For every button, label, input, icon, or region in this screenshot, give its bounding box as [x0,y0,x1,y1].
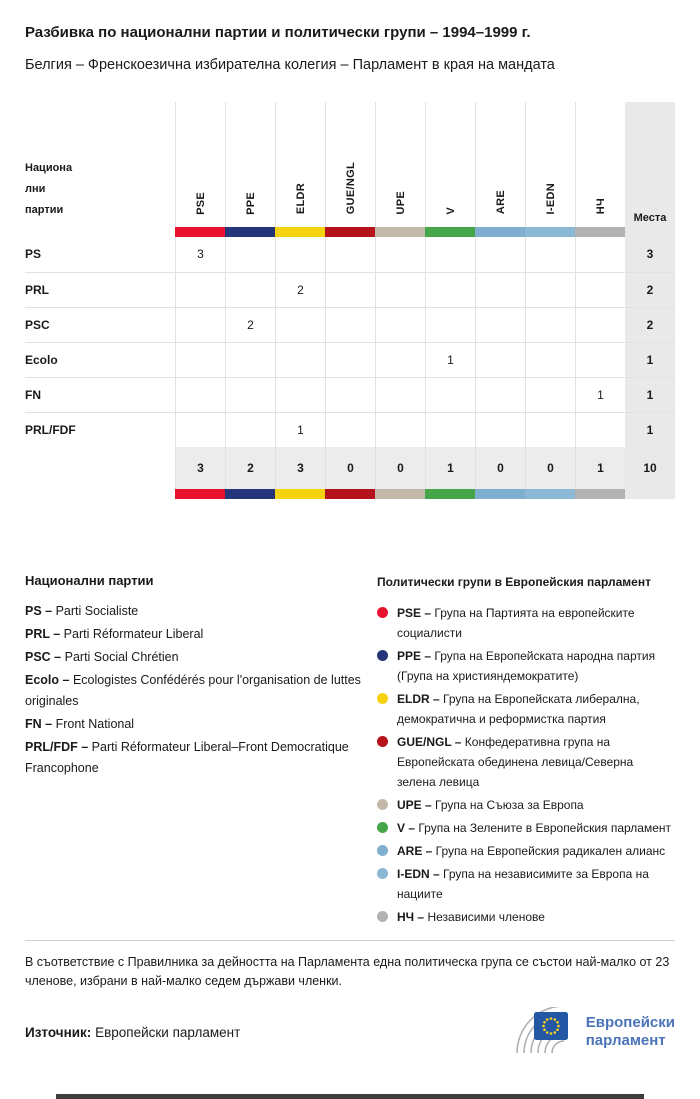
row-header-line: партии [25,203,64,216]
column-header-label: I-EDN [544,183,557,215]
total-cell: 0 [475,447,525,489]
seats-cell: 1 [625,343,675,377]
totals-spacer [25,447,175,489]
value-cell [425,237,475,272]
group-color-dot [377,822,388,833]
group-color-band-ELDR [275,489,325,499]
group-color-band-PPE [225,227,275,237]
page-subtitle: Белгия – Френскоезична избирателна колегия – Парламент в края на мандата [25,57,555,73]
value-cell [525,308,575,342]
party-name: FN [25,387,41,402]
party-abbr: PS – [25,603,53,618]
totals-row [25,447,675,489]
value-cell [225,378,275,412]
logo-text-line1: Европейски [585,1014,675,1032]
column-header-label: ELDR [294,183,307,215]
column-header-PSE [175,102,225,227]
value-cell: 3 [175,237,225,272]
group-color-band-НЧ [575,489,625,499]
group-legend-item [377,689,675,729]
value-cell [325,413,375,447]
group-color-dot [377,868,388,879]
party-name: Ecolo [25,352,58,367]
value-cell [475,273,525,307]
value-cell [375,413,425,447]
table-header-row [25,102,675,227]
value-cell [375,273,425,307]
group-abbr: ELDR – [397,691,440,706]
group-color-dot [377,911,388,922]
column-header-I-EDN [525,102,575,227]
group-color-band-PSE [175,489,225,499]
value-cell: 2 [275,273,325,307]
value-cell [475,413,525,447]
group-abbr: PPE – [397,648,432,663]
legend-political-groups-heading: Политически групи в Европейския парламент [377,574,651,589]
group-abbr: НЧ – [397,909,425,924]
value-cell: 1 [425,343,475,377]
footer [25,1007,675,1057]
column-header-V [425,102,475,227]
band-seats-cell [625,489,675,499]
party-group-table [25,102,675,499]
party-legend-item: FN – Front National [25,716,135,731]
value-cell [225,273,275,307]
row-header-label [25,102,175,227]
column-header-GUE/NGL [325,102,375,227]
band-spacer [25,227,175,237]
total-cell: 2 [225,447,275,489]
column-header-label: PSE [194,191,207,215]
table-row-FN [25,377,675,412]
value-cell [325,237,375,272]
page-title: Разбивка по национални партии и политически групи – 1994–1999 г. [25,24,531,41]
group-legend-item [377,907,675,927]
logo-wordmark [586,1014,675,1050]
value-cell [475,308,525,342]
value-cell [425,413,475,447]
group-legend-text: GUE/NGL – Конфедеративна група на Европейската обединена левица/Северна зелена левица [397,734,634,789]
value-cell [475,237,525,272]
party-abbr: Ecolo – [25,672,70,687]
column-header-label: V [444,206,457,215]
total-cell: 0 [375,447,425,489]
value-cell [275,343,325,377]
total-cell: 3 [175,447,225,489]
group-color-dot [377,693,388,704]
legend-national-parties [25,573,377,930]
group-legend-text: V – Група на Зелените в Европейския парламент [397,820,672,835]
party-legend-item: PRL/FDF – Parti Réformateur Liberal–Front Democratique Francophone [25,739,349,775]
group-abbr: UPE – [397,797,432,812]
value-cell [575,308,625,342]
group-color-band-UPE [375,227,425,237]
value-cell [425,273,475,307]
group-color-band-UPE [375,489,425,499]
value-cell [175,273,225,307]
value-cell [575,237,625,272]
table-row-PRL/FDF [25,412,675,447]
row-header-line: Национа [25,161,73,174]
value-cell [275,378,325,412]
group-color-band-PPE [225,489,275,499]
value-cell [525,343,575,377]
group-color-band-V [425,489,475,499]
group-legend-text: ARE – Група на Европейския радикален алианс [397,843,666,858]
value-cell [525,273,575,307]
column-header-label: GUE/NGL [344,162,357,215]
value-cell: 2 [225,308,275,342]
group-color-band-ARE [475,227,525,237]
group-legend-item [377,646,675,686]
value-cell [175,308,225,342]
legend-political-groups [377,573,675,930]
group-color-band-I-EDN [525,489,575,499]
color-band-row [25,489,675,499]
column-header-UPE [375,102,425,227]
group-color-band-НЧ [575,227,625,237]
ep-hemicycle-icon [502,1007,576,1057]
group-color-band-ELDR [275,227,325,237]
group-color-dot [377,736,388,747]
seats-cell: 1 [625,413,675,447]
value-cell [525,413,575,447]
group-legend-item [377,795,675,815]
party-abbr: PRL/FDF – [25,739,89,754]
party-name: PRL [25,282,49,297]
seats-cell: 2 [625,273,675,307]
group-legend-text: I-EDN – Група на независимите за Европа на нациите [397,866,649,901]
column-header-label: PPE [244,191,257,215]
totals-seats-cell: 10 [625,447,675,489]
group-legend-text: НЧ – Независими членове [397,909,545,924]
group-abbr: V – [397,820,416,835]
color-band-row [25,227,675,237]
value-cell [525,237,575,272]
group-color-dot [377,799,388,810]
party-name: PRL/FDF [25,422,76,437]
group-legend-item [377,603,675,643]
group-color-dot [377,650,388,661]
value-cell [325,378,375,412]
source-label: Източник: [25,1024,92,1040]
value-cell [375,308,425,342]
row-header-line: лни [25,182,46,195]
total-cell: 1 [425,447,475,489]
party-legend-item: PS – Parti Socialiste [25,603,139,618]
group-abbr: I-EDN – [397,866,440,881]
table-row-PRL [25,272,675,307]
divider-line [25,940,675,941]
total-cell: 1 [575,447,625,489]
value-cell [375,378,425,412]
party-abbr: FN – [25,716,53,731]
footnote-text: В съответствие с Правилника за дейността на Парламента една политическа група се състои най-малко от 23 членове, избрани в най-малко седем държави членки. [25,954,670,988]
group-legend-text: ELDR – Група на Европейската либерална, демократична и реформистка партия [397,691,640,726]
group-abbr: GUE/NGL – [397,734,462,749]
value-cell [425,378,475,412]
political-groups-list [377,603,675,927]
band-seats-cell [625,227,675,237]
total-cell: 0 [325,447,375,489]
total-cell: 0 [525,447,575,489]
column-header-PPE [225,102,275,227]
group-color-dot [377,845,388,856]
value-cell [575,273,625,307]
group-abbr: ARE – [397,843,433,858]
seats-column-header: Места [625,102,675,227]
column-header-НЧ [575,102,625,227]
value-cell [375,237,425,272]
group-color-band-PSE [175,227,225,237]
column-header-label: НЧ [594,198,607,215]
value-cell [525,378,575,412]
party-name: PSC [25,317,50,332]
group-color-dot [377,607,388,618]
seats-cell: 2 [625,308,675,342]
value-cell [575,413,625,447]
group-legend-text: UPE – Група на Съюза за Европа [397,797,584,812]
group-legend-item [377,864,675,904]
value-cell [225,343,275,377]
eu-flag [534,1012,568,1040]
value-cell [475,343,525,377]
seats-cell: 3 [625,237,675,272]
group-color-band-I-EDN [525,227,575,237]
value-cell [275,237,325,272]
column-header-ARE [475,102,525,227]
group-legend-item [377,841,675,861]
column-header-label: ARE [494,190,507,215]
table-row-PS [25,237,675,272]
bottom-bar [56,1094,644,1099]
value-cell [575,343,625,377]
value-cell [175,413,225,447]
total-cell: 3 [275,447,325,489]
value-cell: 1 [575,378,625,412]
column-header-label: UPE [394,191,407,215]
source-value: Европейски парламент [95,1024,241,1040]
value-cell [275,308,325,342]
group-color-band-V [425,227,475,237]
value-cell [325,308,375,342]
party-abbr: PSC – [25,649,62,664]
group-color-band-GUE/NGL [325,489,375,499]
logo-text-line2: парламент [585,1032,666,1050]
band-spacer [25,489,175,499]
group-legend-item [377,732,675,792]
value-cell [225,413,275,447]
group-legend-item [377,818,675,838]
national-parties-list [25,601,369,779]
value-cell [175,343,225,377]
legend-national-parties-heading: Национални партии [25,572,154,588]
group-color-band-GUE/NGL [325,227,375,237]
value-cell [225,237,275,272]
column-header-ELDR [275,102,325,227]
value-cell: 1 [275,413,325,447]
group-legend-text: PPE – Група на Европейската народна партия (Група на християндемократите) [397,648,656,683]
table-row-PSC [25,307,675,342]
group-legend-text: PSE – Група на Партията на европейските социалисти [397,605,635,640]
party-legend-item: PRL – Parti Réformateur Liberal [25,626,204,641]
source-line [25,1025,240,1040]
group-abbr: PSE – [397,605,432,620]
party-legend-item: Ecolo – Ecologistes Confédérés pour l'organisation de luttes originales [25,672,361,708]
party-name: PS [25,247,42,262]
value-cell [175,378,225,412]
value-cell [475,378,525,412]
european-parliament-logo [502,1007,675,1057]
legends-section [25,573,675,930]
table-row-Ecolo [25,342,675,377]
group-color-band-ARE [475,489,525,499]
seats-cell: 1 [625,378,675,412]
value-cell [375,343,425,377]
value-cell [325,273,375,307]
party-abbr: PRL – [25,626,61,641]
value-cell [425,308,475,342]
value-cell [325,343,375,377]
party-legend-item: PSC – Parti Social Chrétien [25,649,179,664]
